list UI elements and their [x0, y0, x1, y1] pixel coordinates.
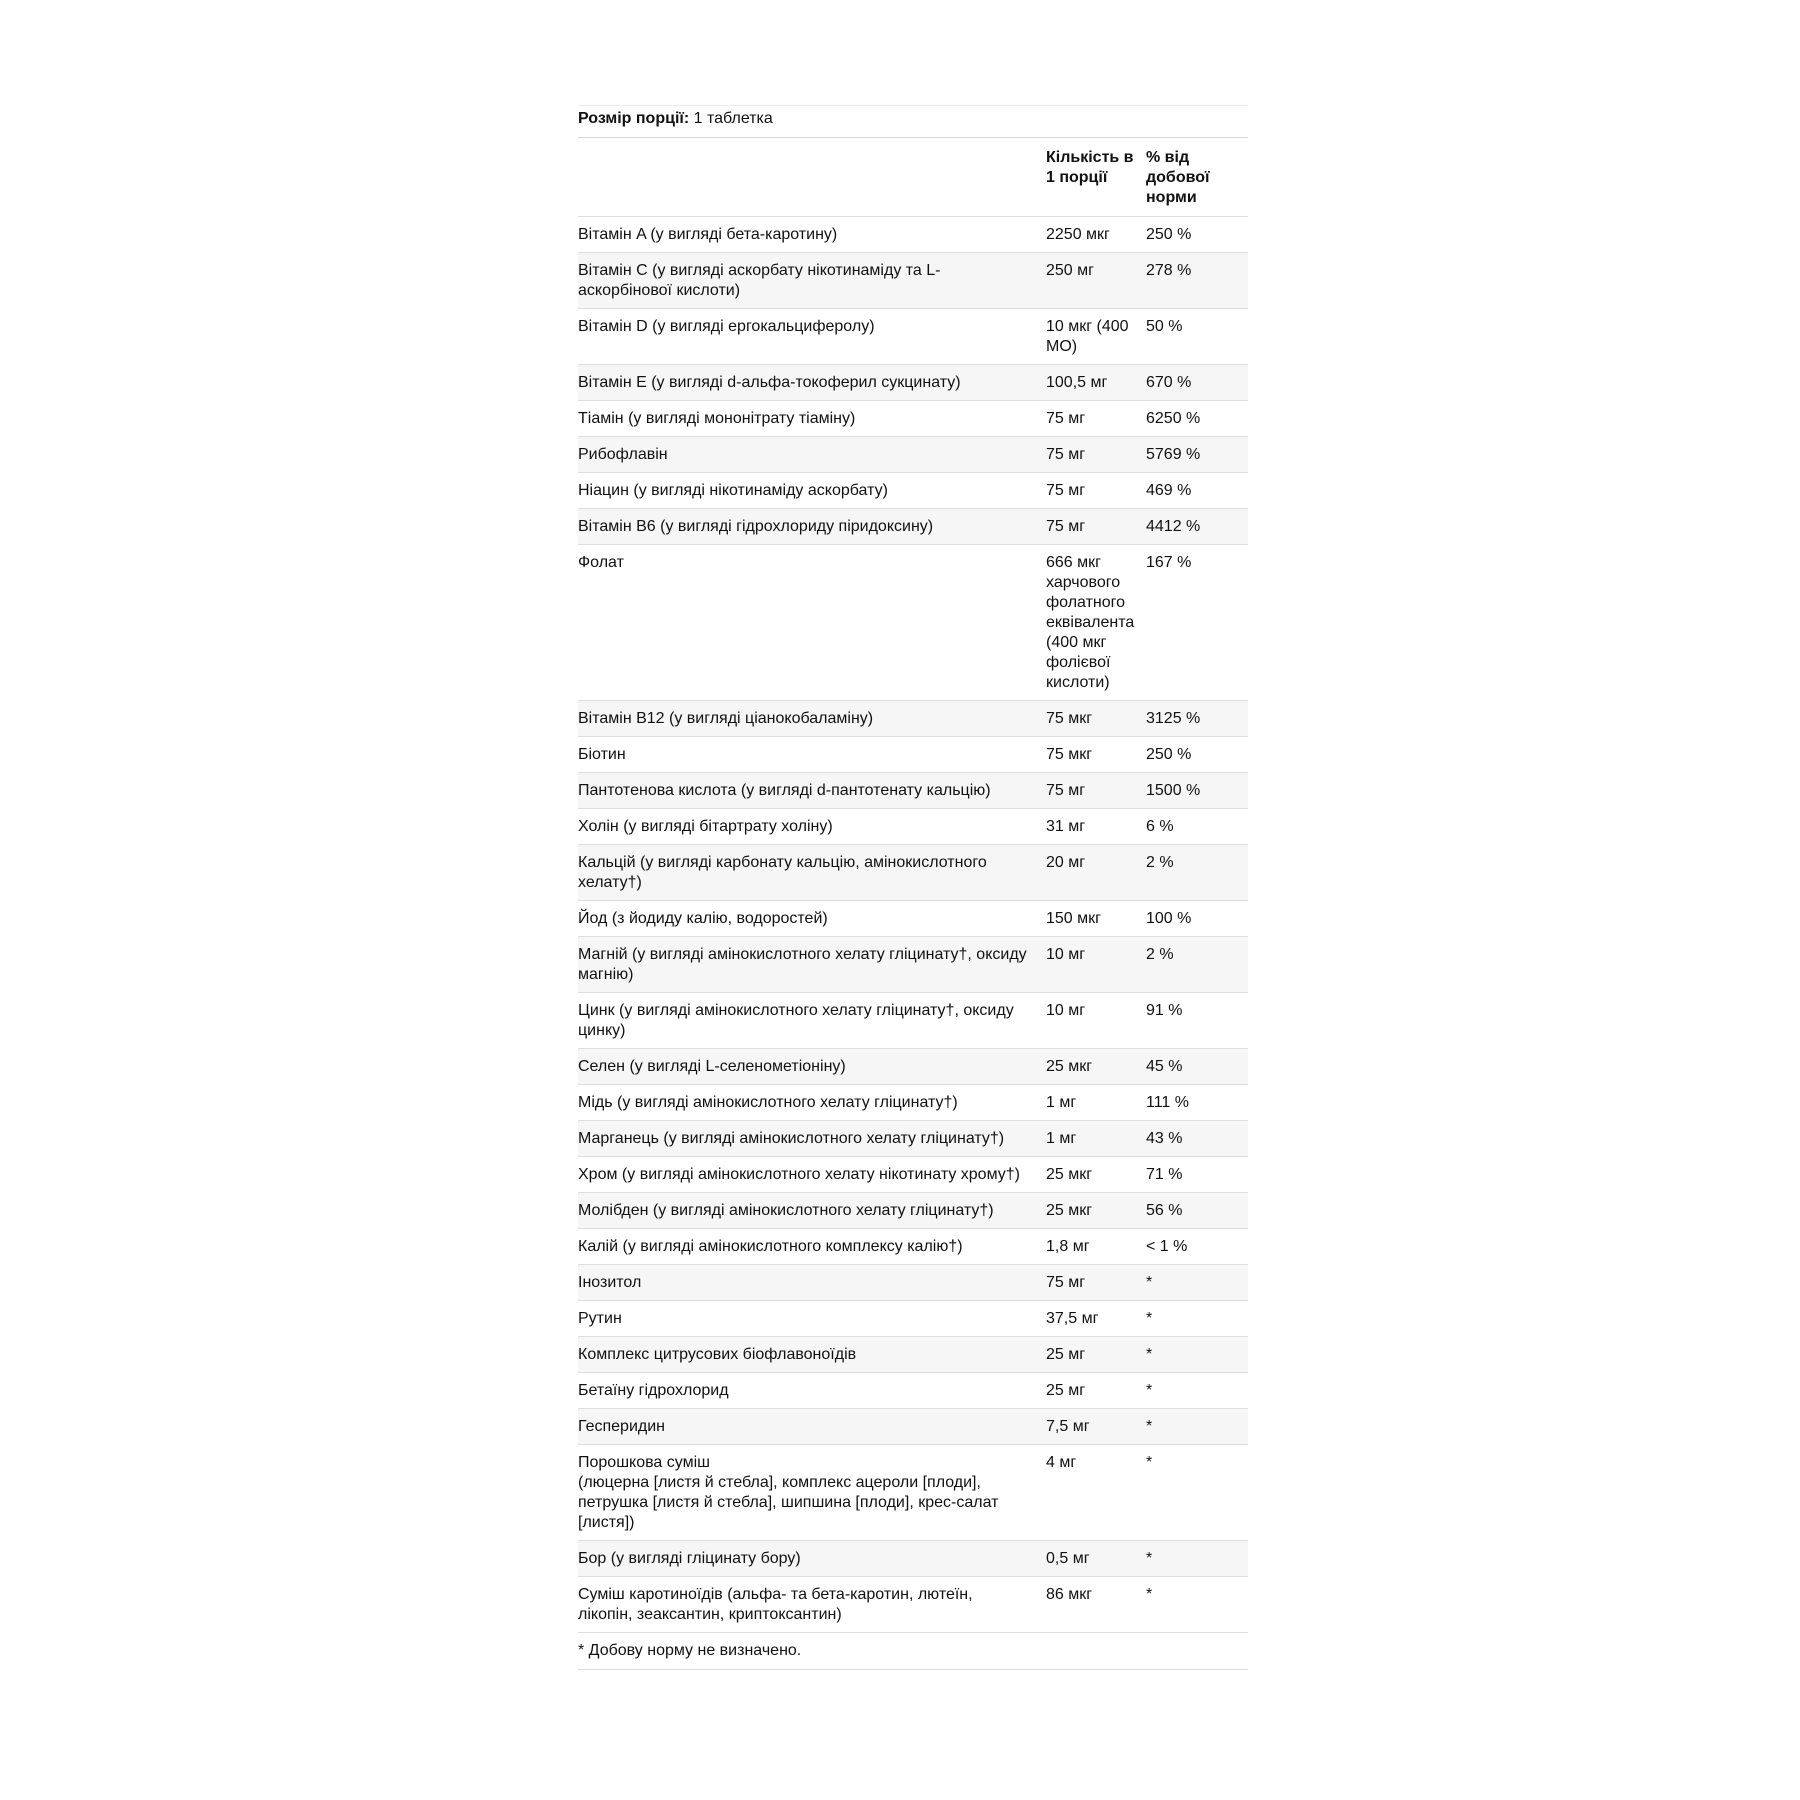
nutrient-amount: 10 мг — [1046, 993, 1146, 1049]
header-daily-value: % від добової норми — [1146, 138, 1248, 217]
nutrient-daily-value: * — [1146, 1409, 1248, 1445]
nutrient-name: Марганець (у вигляді амінокислотного хелату гліцинату†) — [578, 1121, 1046, 1157]
nutrient-name: Вітамін B6 (у вигляді гідрохлориду піридоксину) — [578, 509, 1046, 545]
nutrient-daily-value: 670 % — [1146, 365, 1248, 401]
nutrient-daily-value: * — [1146, 1541, 1248, 1577]
table-row — [578, 217, 1248, 253]
serving-size-value: 1 таблетка — [689, 110, 773, 127]
nutrient-daily-value: * — [1146, 1577, 1248, 1633]
nutrient-amount: 75 мг — [1046, 473, 1146, 509]
nutrient-name: Біотин — [578, 737, 1046, 773]
nutrient-daily-value: 100 % — [1146, 901, 1248, 937]
nutrient-amount: 75 мг — [1046, 509, 1146, 545]
nutrient-name: Бор (у вигляді гліцинату бору) — [578, 1541, 1046, 1577]
table-row — [578, 1049, 1248, 1085]
nutrient-name: Мідь (у вигляді амінокислотного хелату гліцинату†) — [578, 1085, 1046, 1121]
nutrient-daily-value: 3125 % — [1146, 701, 1248, 737]
nutrient-name: Калій (у вигляді амінокислотного комплексу калію†) — [578, 1229, 1046, 1265]
nutrient-daily-value: * — [1146, 1265, 1248, 1301]
nutrient-name: Цинк (у вигляді амінокислотного хелату гліцинату†, оксиду цинку) — [578, 993, 1046, 1049]
table-row — [578, 993, 1248, 1049]
nutrient-amount: 1,8 мг — [1046, 1229, 1146, 1265]
nutrient-daily-value: * — [1146, 1301, 1248, 1337]
nutrient-amount: 150 мкг — [1046, 901, 1146, 937]
nutrient-amount: 100,5 мг — [1046, 365, 1146, 401]
table-row — [578, 1301, 1248, 1337]
nutrient-amount: 20 мг — [1046, 845, 1146, 901]
table-header-row — [578, 138, 1248, 217]
nutrient-daily-value: 6250 % — [1146, 401, 1248, 437]
nutrient-daily-value: 469 % — [1146, 473, 1248, 509]
nutrient-name: Інозитол — [578, 1265, 1046, 1301]
table-row — [578, 1445, 1248, 1541]
table-row — [578, 401, 1248, 437]
nutrient-table — [578, 138, 1248, 1633]
nutrient-name: Вітамін D (у вигляді ергокальциферолу) — [578, 309, 1046, 365]
nutrient-name: Суміш каротиноїдів (альфа- та бета-каротин, лютеїн, лікопін, зеаксантин, криптоксантин) — [578, 1577, 1046, 1633]
nutrient-daily-value: 167 % — [1146, 545, 1248, 701]
nutrient-amount: 666 мкг харчового фолатного еквівалента (400 мкг фолієвої кислоти) — [1046, 545, 1146, 701]
supplement-facts — [578, 105, 1248, 1670]
table-row — [578, 1229, 1248, 1265]
table-row — [578, 1157, 1248, 1193]
nutrient-daily-value: 4412 % — [1146, 509, 1248, 545]
nutrient-amount: 1 мг — [1046, 1121, 1146, 1157]
nutrient-amount: 250 мг — [1046, 253, 1146, 309]
nutrient-amount: 25 мг — [1046, 1373, 1146, 1409]
nutrient-amount: 7,5 мг — [1046, 1409, 1146, 1445]
nutrient-daily-value: 2 % — [1146, 937, 1248, 993]
table-row — [578, 365, 1248, 401]
nutrient-name: Молібден (у вигляді амінокислотного хелату гліцинату†) — [578, 1193, 1046, 1229]
nutrient-daily-value: 50 % — [1146, 309, 1248, 365]
nutrient-daily-value: 56 % — [1146, 1193, 1248, 1229]
nutrient-daily-value: 111 % — [1146, 1085, 1248, 1121]
nutrient-amount: 75 мг — [1046, 437, 1146, 473]
nutrient-daily-value: 5769 % — [1146, 437, 1248, 473]
table-row — [578, 937, 1248, 993]
nutrient-amount: 31 мг — [1046, 809, 1146, 845]
nutrient-name: Фолат — [578, 545, 1046, 701]
nutrient-name: Порошкова суміш (люцерна [листя й стебла], комплекс ацероли [плоди], петрушка [листя й стебла], шипшина [плоди], крес-салат [листя]) — [578, 1445, 1046, 1541]
nutrient-amount: 75 мг — [1046, 1265, 1146, 1301]
nutrient-daily-value: 45 % — [1146, 1049, 1248, 1085]
nutrient-name: Комплекс цитрусових біофлавоноїдів — [578, 1337, 1046, 1373]
table-row — [578, 309, 1248, 365]
nutrient-amount: 25 мкг — [1046, 1157, 1146, 1193]
nutrient-amount: 86 мкг — [1046, 1577, 1146, 1633]
table-row — [578, 1265, 1248, 1301]
table-row — [578, 901, 1248, 937]
nutrient-name: Бетаїну гідрохлорид — [578, 1373, 1046, 1409]
nutrient-name: Холін (у вигляді бітартрату холіну) — [578, 809, 1046, 845]
nutrient-name: Вітамін C (у вигляді аскорбату нікотинаміду та L-аскорбінової кислоти) — [578, 253, 1046, 309]
nutrient-daily-value: 250 % — [1146, 217, 1248, 253]
table-row — [578, 1085, 1248, 1121]
nutrient-name: Гесперидин — [578, 1409, 1046, 1445]
serving-size-label: Розмір порції: — [578, 110, 690, 127]
serving-size — [578, 105, 1248, 138]
nutrient-name: Рибофлавін — [578, 437, 1046, 473]
table-row — [578, 1121, 1248, 1157]
nutrient-amount: 4 мг — [1046, 1445, 1146, 1541]
nutrient-amount: 75 мкг — [1046, 701, 1146, 737]
nutrient-name: Кальцій (у вигляді карбонату кальцію, амінокислотного хелату†) — [578, 845, 1046, 901]
table-row — [578, 701, 1248, 737]
nutrient-daily-value: < 1 % — [1146, 1229, 1248, 1265]
nutrient-daily-value: 71 % — [1146, 1157, 1248, 1193]
nutrient-name: Тіамін (у вигляді мононітрату тіаміну) — [578, 401, 1046, 437]
nutrient-name: Вітамін E (у вигляді d-альфа-токоферил сукцинату) — [578, 365, 1046, 401]
nutrient-name: Ніацин (у вигляді нікотинаміду аскорбату) — [578, 473, 1046, 509]
table-row — [578, 809, 1248, 845]
table-row — [578, 253, 1248, 309]
table-row — [578, 437, 1248, 473]
nutrient-amount: 10 мг — [1046, 937, 1146, 993]
nutrient-amount: 25 мкг — [1046, 1049, 1146, 1085]
nutrient-name: Магній (у вигляді амінокислотного хелату гліцинату†, оксиду магнію) — [578, 937, 1046, 993]
nutrient-daily-value: 6 % — [1146, 809, 1248, 845]
nutrient-amount: 75 мг — [1046, 401, 1146, 437]
nutrient-amount: 10 мкг (400 МО) — [1046, 309, 1146, 365]
nutrient-name: Селен (у вигляді L-селенометіоніну) — [578, 1049, 1046, 1085]
table-row — [578, 1373, 1248, 1409]
nutrient-daily-value: * — [1146, 1373, 1248, 1409]
nutrient-daily-value: 278 % — [1146, 253, 1248, 309]
nutrient-daily-value: 91 % — [1146, 993, 1248, 1049]
nutrient-name: Пантотенова кислота (у вигляді d-пантотенату кальцію) — [578, 773, 1046, 809]
table-row — [578, 1541, 1248, 1577]
nutrient-amount: 2250 мкг — [1046, 217, 1146, 253]
nutrient-amount: 75 мкг — [1046, 737, 1146, 773]
nutrient-name: Рутин — [578, 1301, 1046, 1337]
nutrient-amount: 25 мкг — [1046, 1193, 1146, 1229]
table-row — [578, 545, 1248, 701]
table-body — [578, 217, 1248, 1633]
nutrient-daily-value: 43 % — [1146, 1121, 1248, 1157]
table-row — [578, 737, 1248, 773]
nutrient-daily-value: 1500 % — [1146, 773, 1248, 809]
table-row — [578, 773, 1248, 809]
nutrient-amount: 1 мг — [1046, 1085, 1146, 1121]
header-nutrient — [578, 138, 1046, 217]
nutrient-amount: 25 мг — [1046, 1337, 1146, 1373]
nutrient-amount: 37,5 мг — [1046, 1301, 1146, 1337]
nutrient-name: Вітамін B12 (у вигляді ціанокобаламіну) — [578, 701, 1046, 737]
nutrient-name: Хром (у вигляді амінокислотного хелату нікотинату хрому†) — [578, 1157, 1046, 1193]
nutrient-name: Йод (з йодиду калію, водоростей) — [578, 901, 1046, 937]
table-row — [578, 473, 1248, 509]
header-amount: Кількість в 1 порції — [1046, 138, 1146, 217]
nutrient-amount: 0,5 мг — [1046, 1541, 1146, 1577]
nutrient-daily-value: 2 % — [1146, 845, 1248, 901]
nutrient-daily-value: * — [1146, 1445, 1248, 1541]
footnote: * Добову норму не визначено. — [578, 1633, 1248, 1670]
nutrient-amount: 75 мг — [1046, 773, 1146, 809]
table-row — [578, 509, 1248, 545]
nutrient-daily-value: 250 % — [1146, 737, 1248, 773]
nutrient-daily-value: * — [1146, 1337, 1248, 1373]
table-row — [578, 1577, 1248, 1633]
table-row — [578, 1337, 1248, 1373]
table-row — [578, 845, 1248, 901]
nutrient-name: Вітамін A (у вигляді бета-каротину) — [578, 217, 1046, 253]
table-row — [578, 1193, 1248, 1229]
table-row — [578, 1409, 1248, 1445]
